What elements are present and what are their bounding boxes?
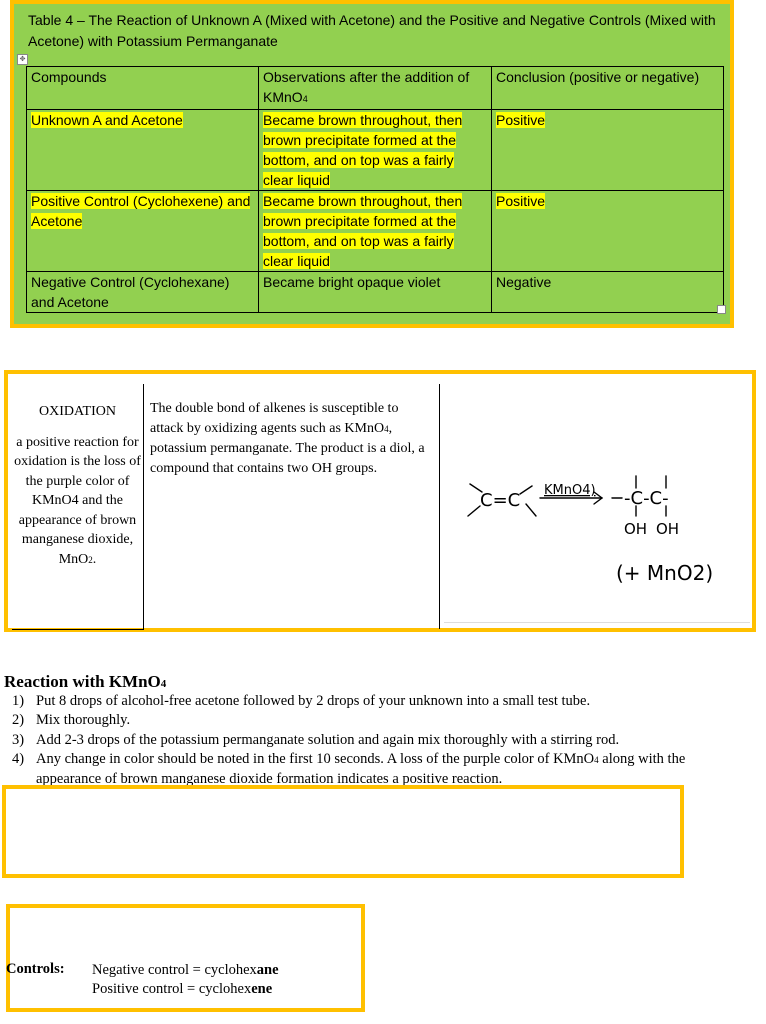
header-conclusion: Conclusion (positive or negative) <box>492 67 724 110</box>
product-carbons: -C-C- <box>624 488 669 509</box>
controls-list <box>92 961 279 999</box>
row-compound: Positive Control (Cyclohexene) and Acetone <box>27 191 259 272</box>
list-item: 3) Add 2-3 drops of the potassium permanganate solution and again mix thoroughly with a stirring rod. <box>12 731 620 748</box>
reagent-label: KMnO4) <box>544 483 596 498</box>
row-observation: Became bright opaque violet <box>259 272 492 313</box>
table-panel <box>10 0 734 328</box>
row-observation: Became brown throughout, then brown precipitate formed at the bottom, and on top was a fairly clear liquid <box>259 110 492 191</box>
table-move-handle-icon[interactable]: ✥ <box>17 54 28 65</box>
product-oh-1: OH <box>624 520 648 538</box>
step-4-highlight-box <box>2 785 684 878</box>
row-conclusion: Positive <box>492 110 724 191</box>
controls-label: Controls: <box>6 961 65 977</box>
oxidation-title: OXIDATION <box>39 404 116 419</box>
table-row <box>27 191 724 272</box>
row-conclusion: Positive <box>492 191 724 272</box>
list-item: 4) Any change in color should be noted in the first 10 seconds. A loss of the purple color of KMnO4 along with the appearance of brown manganese dioxide formation indicates a positive reaction. <box>12 750 686 788</box>
reaction-steps <box>0 692 700 789</box>
reaction-heading: Reaction with KMnO4 <box>4 672 167 691</box>
table-caption: Table 4 – The Reaction of Unknown A (Mixed with Acetone) and the Positive and Negative Controls (Mixed with Acetone) with Potassium Permanganate <box>28 12 716 49</box>
header-compounds: Compounds <box>27 67 259 110</box>
bond-line <box>526 504 536 516</box>
table-header-row <box>27 67 724 110</box>
row-observation: Became brown throughout, then brown precipitate formed at the bottom, and on top was a fairly clear liquid <box>259 191 492 272</box>
observations-table <box>26 66 724 313</box>
reactant-label: C=C <box>480 490 521 511</box>
oxidation-definition: a positive reaction for oxidation is the loss of the purple color of KMnO4 and the appearance of brown manganese dioxide, MnO2. <box>14 434 141 567</box>
list-item: 2) Mix thoroughly. <box>12 712 131 729</box>
oxidation-left-cell <box>12 384 144 630</box>
byproduct-label: (+ MnO2) <box>616 561 714 585</box>
oxidation-panel <box>4 370 756 632</box>
header-observations: Observations after the addition of KMnO4 <box>259 67 492 110</box>
product-oh-2: OH <box>656 520 680 538</box>
bond-line <box>520 486 532 494</box>
table-row <box>27 272 724 313</box>
row-compound: Negative Control (Cyclohexane) and Acetone <box>27 272 259 313</box>
reaction-sketch <box>444 384 750 623</box>
list-item: 1) Put 8 drops of alcohol-free acetone followed by 2 drops of your unknown into a small test tube. <box>12 693 591 709</box>
negative-control: Negative control = cyclohexane <box>92 962 279 978</box>
reaction-sketch-drawing <box>444 384 750 622</box>
positive-control: Positive control = cyclohexene <box>92 981 273 997</box>
bond-line <box>468 506 480 516</box>
row-conclusion: Negative <box>492 272 724 313</box>
table-resize-handle[interactable] <box>717 305 726 314</box>
table-row <box>27 110 724 191</box>
row-compound: Unknown A and Acetone <box>27 110 259 191</box>
oxidation-explanation: The double bond of alkenes is susceptible to attack by oxidizing agents such as KMnO4, potassium permanganate. The product is a diol, a compound that contains two OH groups. <box>144 384 440 629</box>
